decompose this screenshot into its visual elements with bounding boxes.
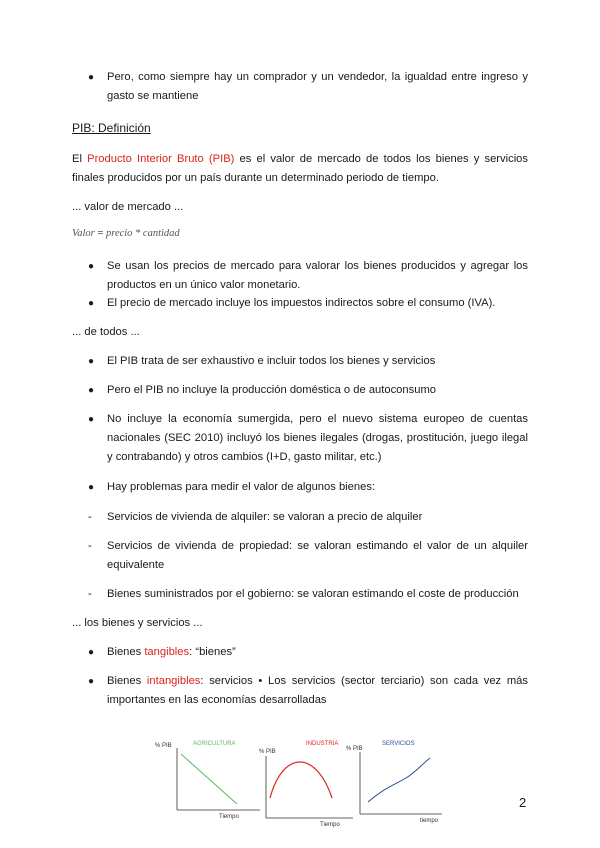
formula [72, 228, 180, 239]
todos-bullet [90, 381, 528, 400]
bullet-dot-icon: ● [88, 298, 95, 309]
x-axis-label: Tiempo [219, 814, 239, 820]
bienes-bullet [90, 643, 528, 662]
bullet-text: Hay problemas para medir el valor de algunos bienes: [107, 481, 376, 493]
todos-bullet [90, 352, 528, 371]
definition-term: Producto Interior Bruto (PIB) [87, 153, 235, 165]
bullet-text: Pero el PIB no incluye la producción doméstica o de autoconsumo [107, 384, 436, 396]
chart-title: SERVICIOS [382, 741, 415, 747]
chart-agricultura-svg [155, 738, 265, 828]
chart-servicios-svg [346, 738, 456, 833]
chart-industria [258, 738, 358, 833]
section-heading: PIB: Definición [72, 121, 151, 135]
subheading-valor: ... valor de mercado ... [72, 201, 184, 213]
todos-bullet [90, 410, 528, 467]
dash-text: Bienes suministrados por el gobierno: se valoran estimando el coste de producción [107, 588, 519, 600]
bullet-dot-icon: ● [88, 261, 95, 272]
dash-marker: - [88, 511, 92, 523]
definition-prefix: El [72, 153, 88, 165]
bullet-dot-icon: ● [88, 647, 95, 658]
bullet-text [107, 672, 528, 710]
text-term: tangibles [144, 646, 190, 658]
dash-item [90, 537, 528, 575]
y-axis-label: % PIB [155, 743, 172, 749]
bullet-dot-icon: ● [88, 676, 95, 687]
bullet-dot-icon: ● [88, 72, 95, 83]
bullet-igualdad [90, 68, 528, 106]
bullet-text: No incluye la economía sumergida, pero el nuevo sistema europeo de cuentas nacionales (SEC 2010) incluyó los bienes ilegales (drogas, prostitución, juego ilegal y contrabando) y otros cambios (I+D, gasto militar, etc.) [107, 413, 528, 463]
bullet-text: El PIB trata de ser exhaustivo e incluir todos los bienes y servicios [107, 355, 436, 367]
dash-item [90, 585, 528, 604]
chart-title: INDUSTRIA [306, 741, 339, 747]
y-axis-label: % PIB [259, 749, 276, 755]
valor-bullet [90, 257, 528, 295]
text-prefix: Bienes [107, 675, 147, 687]
text-term: intangibles [146, 675, 201, 687]
chart-industria-svg [258, 738, 358, 828]
x-axis-label: Tiempo [320, 822, 340, 828]
subheading-todos: ... de todos ... [72, 326, 140, 338]
bienes-bullet [90, 672, 528, 710]
bullet-dot-icon: ● [88, 356, 95, 367]
formula-operator: = [94, 228, 106, 239]
dash-marker: - [88, 588, 92, 600]
chart-servicios [346, 738, 456, 838]
valor-bullet [90, 294, 528, 313]
formula-lhs: Valor [72, 228, 95, 239]
dash-item [90, 508, 528, 527]
page-number: 2 [519, 795, 527, 810]
bullet-dot-icon: ● [88, 482, 95, 493]
y-axis-label: % PIB [346, 746, 363, 752]
series-line [368, 758, 430, 802]
dash-marker: - [88, 540, 92, 552]
bullet-text: Se usan los precios de mercado para valorar los bienes producidos y agregar los productos en un único valor monetario. [107, 260, 528, 291]
series-line [270, 762, 332, 798]
bullet-dot-icon: ● [88, 414, 95, 425]
chart-agricultura [155, 738, 265, 833]
definition-suffix: es el valor de mercado de todos los bienes y servicios finales producidos por un país durante un determinado periodo de tiempo. [72, 153, 528, 184]
formula-rhs: precio * cantidad [106, 228, 180, 239]
bullet-dot-icon: ● [88, 385, 95, 396]
todos-bullet [90, 478, 528, 497]
subheading-bienes: ... los bienes y servicios ... [72, 617, 203, 629]
x-axis-label: tiempo [420, 818, 439, 824]
bullet-text: El precio de mercado incluye los impuestos indirectos sobre el consumo (IVA). [107, 297, 496, 309]
bullet-text [107, 643, 528, 662]
dash-text: Servicios de vivienda de propiedad: se valoran estimando el valor de un alquiler equivalente [107, 540, 528, 571]
series-line [181, 754, 237, 804]
definition-paragraph [72, 150, 528, 188]
chart-title: AGRICULTURA [193, 741, 236, 747]
dash-text: Servicios de vivienda de alquiler: se valoran a precio de alquiler [107, 511, 423, 523]
bullet-text: Pero, como siempre hay un comprador y un vendedor, la igualdad entre ingreso y gasto se mantiene [107, 71, 528, 102]
text-suffix: : servicios • Los servicios (sector terciario) son cada vez más importantes en las economías desarrolladas [107, 675, 528, 706]
text-suffix: : “bienes” [189, 646, 236, 658]
text-prefix: Bienes [107, 646, 145, 658]
